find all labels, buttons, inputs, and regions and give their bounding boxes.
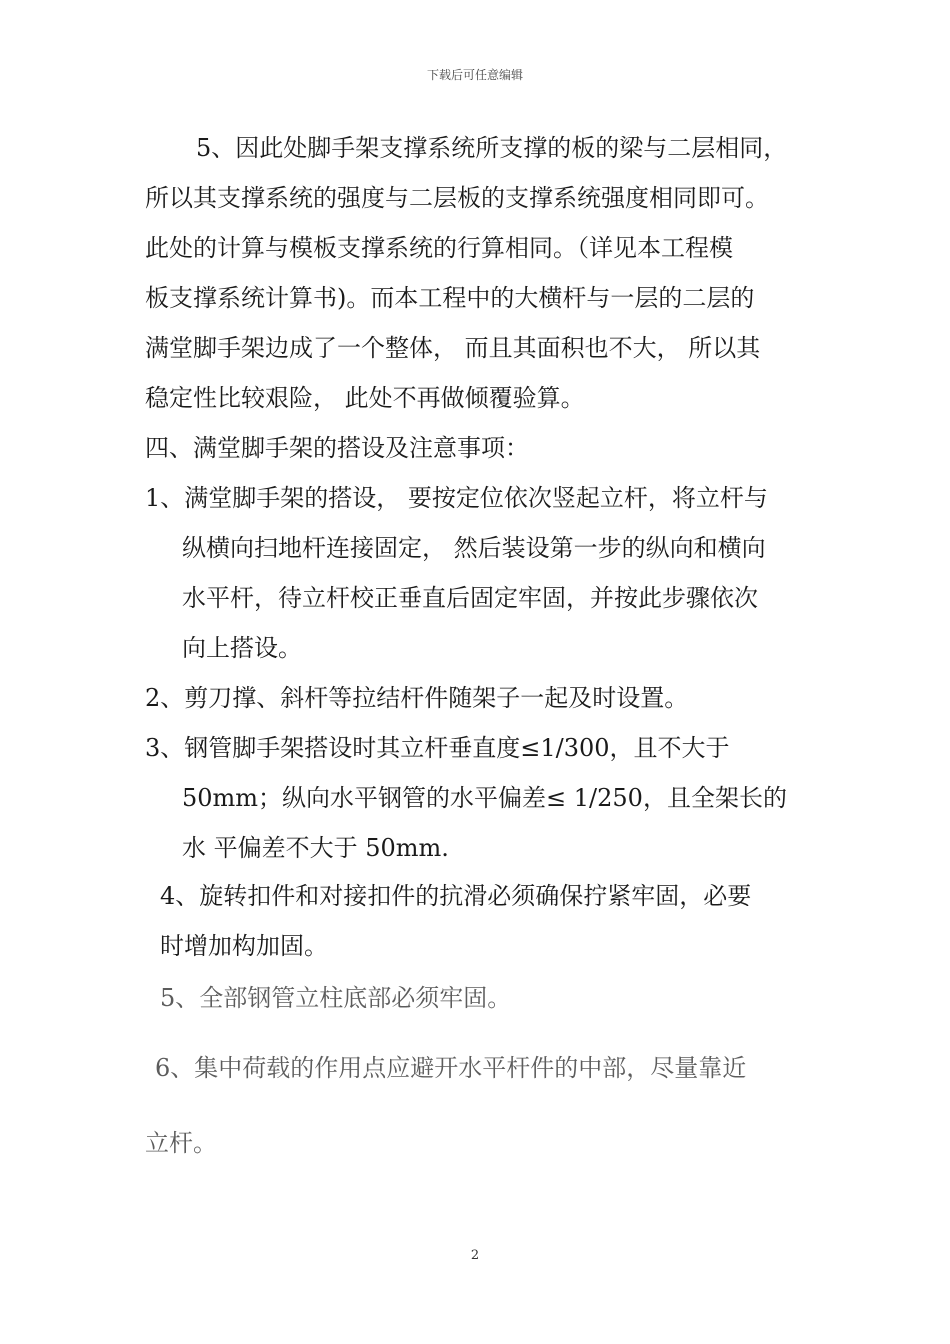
item1-line-2: 纵横向扫地杆连接固定， 然后装设第一步的纵向和横向 — [182, 534, 766, 562]
item3-line-3: 水 平偏差不大于 50mm. — [182, 834, 449, 862]
para5-line-3: 此处的计算与模板支撑系统的行算相同。（详见本工程模 — [145, 234, 733, 262]
item4-line-2: 时增加构加固。 — [160, 932, 328, 960]
item6-line-2: 立杆。 — [145, 1129, 217, 1157]
section4-heading: 四、满堂脚手架的搭设及注意事项： — [145, 434, 529, 462]
item6-line-1: 6、集中荷载的作用点应避开水平杆件的中部，尽量靠近 — [155, 1054, 747, 1082]
para5-line-6: 稳定性比较艰险， 此处不再做倾覆验算。 — [145, 384, 585, 412]
page-header: 下载后可任意编辑 — [426, 68, 523, 82]
para5-line-4: 板支撑系统计算书)。而本工程中的大横杆与一层的二层的 — [145, 284, 755, 312]
para5-line-2: 所以其支撑系统的强度与二层板的支撑系统强度相同即可。 — [145, 184, 769, 212]
para5-line-5: 满堂脚手架边成了一个整体， 而且其面积也不大， 所以其 — [145, 334, 761, 362]
item1-line-3: 水平杆，待立杆校正垂直后固定牢固，并按此步骤依次 — [182, 584, 758, 612]
item3-line-2: 50mm；纵向水平钢管的水平偏差≤ 1/250，且全架长的 — [182, 784, 787, 812]
page-number: 2 — [470, 1248, 480, 1263]
item5-line-1: 5、全部钢管立柱底部必须牢固。 — [160, 984, 512, 1012]
item1-line-1: 1、满堂脚手架的搭设， 要按定位依次竖起立杆，将立杆与 — [145, 484, 768, 512]
item1-line-4: 向上搭设。 — [182, 634, 302, 662]
item4-line-1: 4、旋转扣件和对接扣件的抗滑必须确保拧紧牢固，必要 — [160, 882, 752, 910]
item3-line-1: 3、钢管脚手架搭设时其立杆垂直度≤1/300，且不大于 — [145, 734, 730, 762]
item2-line-1: 2、剪刀撑、斜杆等拉结杆件随架子一起及时设置。 — [145, 684, 689, 712]
para5-line-1: 5、因此处脚手架支撑系统所支撑的板的梁与二层相同， — [196, 134, 788, 162]
